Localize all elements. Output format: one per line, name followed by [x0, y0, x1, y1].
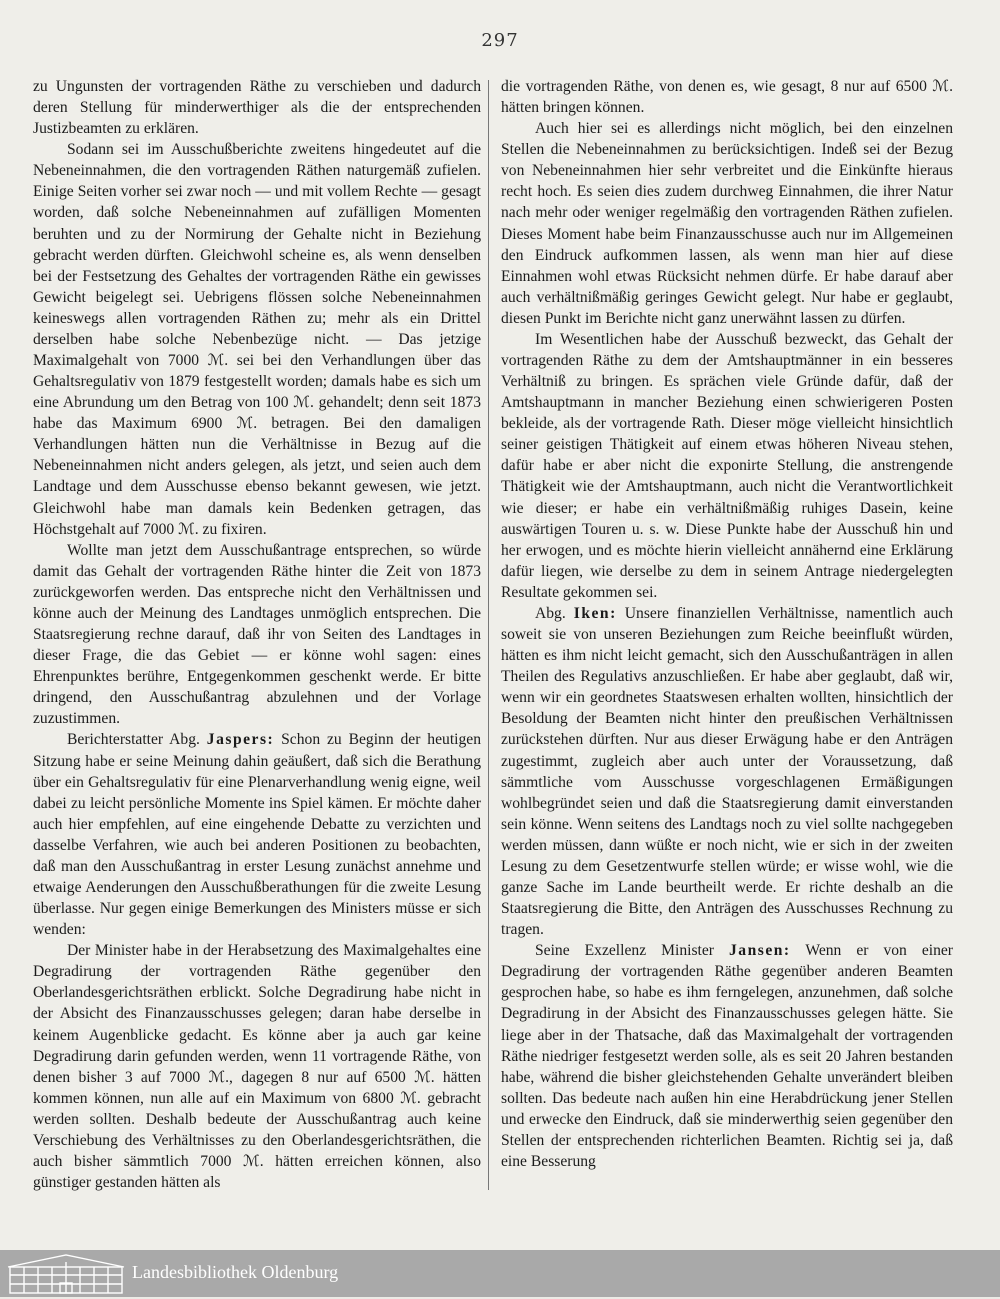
- paragraph: Im Wesentlichen habe der Ausschuß bezweckt, das Gehalt der vortragenden Räthe zu dem der Amtshauptmänner in ein besseres Verhältniß zu bringen. Es sprächen viele Gründe dafür, daß der Amtshauptmann in mancher Beziehung einen schwierigeren Posten bekleide, als der vortragende Rath. Dieser möge vielleicht hinsichtlich seiner geistigen Thätigkeit auf einem etwas höheren Niveau stehen, dafür habe er aber nicht die exponirte Stellung, die anstrengende Thätigkeit wie der Amtshauptmann, auch nicht die Verantwortlichkeit wie dieser; er habe ein verhältnißmäßig ruhiges Dasein, keine auswärtigen Touren u. s. w. Diese Punkte habe der Ausschuß hin und her erwogen, und es möchte hierin vielleicht annähernd eine Erklärung dafür liegen, wie derselbe zu dem in seinem Antrage niedergelegten Resultate gekommen sei.: [501, 330, 953, 601]
- paragraph: zu Ungunsten der vortragenden Räthe zu verschieben und dadurch deren Stellung für minderwerthiger als die der entsprechenden Justizbeamten zu erklären.: [33, 78, 481, 138]
- paragraph-body: Schon zu Beginn der heutigen Sitzung habe er seine Meinung dahin geäußert, daß sich die Berathung über ein Gehaltsregulativ für eine Plenarverhandlung wenig eigne, weil dabei zu leicht persönliche Momente ins Spiel kämen. Er möchte daher auch hier empfehlen, auf eine eingehende Debatte zu verzichten und dasselbe Verfahren, wie auch bei anderen Positionen zu beobachten, daß man den Ausschußantrag in erster Lesung zunächst annehme und etwaige Aenderungen den Ausschußberathungen für die zweite Lesung überlasse. Nur gegen einige Bemerkungen des Ministers müsse er sich wenden:: [33, 731, 481, 939]
- paragraph: die vortragenden Räthe, von denen es, wie gesagt, 8 nur auf 6500 ℳ. hätten bringen können.: [501, 78, 953, 117]
- paragraph-body: Wenn er von einer Degradirung der vortragenden Räthe gegenüber anderen Beamten gesprochen habe, so habe es ihm ferngelegen, anzunehmen, daß solche Degradirung in der Absicht des Finanzausschusses gelegen hätte. Sie liege aber in der Thatsache, daß das Maximalgehalt der vortragenden Räthe niedriger festgesetzt werden solle, als es seit 20 Jahren bestanden habe, während die bisher gleichstehenden Gehalte unverändert bleiben sollten. Das bedeute nach außen hin eine Herabdrückung jener Stellen und erwecke den Eindruck, daß sie minderwerthig seien gegenüber den Stellen der entsprechenden richterlichen Beamten. Richtig sei ja, daß eine Besserung: [501, 942, 953, 1170]
- column-divider: [488, 80, 489, 1190]
- paragraph: Sodann sei im Ausschußberichte zweitens hingedeutet auf die Nebeneinnahmen, die den vortragenden Räthen naturgemäß zufielen. Einige Seiten vorher sei zwar noch — und mit vollem Rechte — gesagt worden, daß solche Nebeneinnahmen auf zufälligen Momenten beruhten und zu der Normirung der Gehalte nicht in Beziehung gebracht werden dürften. Gleichwohl scheine es, als wenn denselben bei der Festsetzung des Gehaltes der vortragenden Räthe ein gewisses Gewicht beigelegt sei. Uebrigens flössen solche Nebeneinnahmen keineswegs allen vortragenden Räthen zu; mehr als ein Drittel derselben habe solche Nebenbezüge nicht. — Das jetzige Maximalgehalt von 7000 ℳ. sei bei den Verhandlungen über das Gehaltsregulativ von 1879 festgestellt worden; damals habe es sich um eine Abrundung um den Betrag von 100 ℳ. gehandelt; denn seit 1873 habe das Maximum 6900 ℳ. betragen. Bei den damaligen Verhandlungen hätten nun die Verhältnisse in Bezug auf die Nebeneinnahmen nicht anders gelegen, als jetzt, und seien auch dem Landtage und dem Ausschusse ebenso bekannt gewesen, wie jetzt. Gleichwohl habe man damals kein Bedenken getragen, das Höchstgehalt auf 7000 ℳ. zu fixiren.: [33, 141, 481, 538]
- right-column: [501, 76, 953, 1192]
- page-number: 297: [481, 30, 519, 51]
- paragraph: Der Minister habe in der Herabsetzung des Maximalgehaltes eine Degradirung der vortragenden Räthe gegenüber den Oberlandesgerichtsräthen erblickt. Solche Degradirung habe nicht in der Absicht des Finanzausschusses gelegen; daran habe derselbe in keinem Augenblicke gedacht. Es könne aber ja auch gar keine Degradirung darin gefunden werden, wenn 11 vortragende Räthe, von denen bisher 3 auf 7000 ℳ., dagegen 8 nur auf 6500 ℳ. hätten kommen können, nun alle auf ein Maximum von 6800 ℳ. gebracht werden sollten. Deshalb bedeute der Ausschußantrag auch keine Verschiebung des Verhältnisses zu den Oberlandesgerichtsräthen, die auch bisher sämmtlich 7000 ℳ. hätten erreichen können, also günstiger gestanden hätten als: [33, 942, 481, 1192]
- paragraph-intro: Seine Exzellenz Minister: [535, 942, 714, 960]
- speaker-name: Iken:: [573, 604, 617, 622]
- paragraph-intro: Abg.: [535, 604, 566, 622]
- left-column: [33, 76, 481, 1192]
- paragraph-intro: Berichterstatter Abg.: [67, 731, 200, 749]
- library-name: Landesbibliothek Oldenburg: [132, 1262, 339, 1282]
- paragraph: [33, 729, 481, 940]
- paragraph-body: Unsere finanziellen Verhältnisse, namentlich auch soweit sie von unseren Beziehungen zum Reiche beeinflußt würden, hätten es ihm nicht leicht gemacht, sich den Ausschußanträgen in allen Theilen des Regulativs anzuschließen. Er habe aber geglaubt, daß wir, wenn wir ein geordnetes Staatswesen erhalten wollten, hinsichtlich der Besoldung der Beamten nicht hinter den preußischen Verhältnissen zurückstehen dürften. Nur aus dieser Erwägung habe er den Anträgen zugestimmt, zugleich aber auch unter der Voraussetzung, daß sämmtliche vom Ausschusse vorgeschlagenen Ermäßigungen wohlbegründet seien und daß die Staatsregierung damit einverstanden sein könne. Wenn seitens des Landtags noch zu viel sollte nachgegeben werden müssen, dann wüßte er noch nicht, wie er sich in der zweiten Lesung zu dem Gesetzentwurfe stellen würde; er wisse wohl, wie die ganze Sache im Lande beurtheilt werde. Er richte deshalb an die Staatsregierung die Bitte, den Anträgen des Ausschusses Rechnung zu tragen.: [501, 604, 953, 939]
- paragraph: [501, 603, 953, 940]
- footer-bar: [0, 1250, 1000, 1297]
- paragraph: [501, 940, 953, 1172]
- speaker-name: Jansen:: [728, 942, 791, 960]
- speaker-name: Jaspers:: [206, 731, 275, 749]
- library-building-icon: [6, 1253, 126, 1295]
- paragraph: Wollte man jetzt dem Ausschußantrage entsprechen, so würde damit das Gehalt der vortragenden Räthe hinter die Zeit von 1873 zurückgeworfen werden. Das entspreche nicht den Verhältnissen und könne auch der Meinung des Landtages unmöglich entsprechen. Die Staatsregierung rechne darauf, daß ihr von Seiten des Landtages in dieser Frage, die das Gebiet — er könne wohl sagen: eines Ehrenpunktes berühre, Entgegenkommen geschenkt werde. Er bitte dringend, den Ausschußantrag abzulehnen und der Vorlage zuzustimmen.: [33, 541, 481, 728]
- paragraph: Auch hier sei es allerdings nicht möglich, bei den einzelnen Stellen die Nebeneinnahmen zu berücksichtigen. Indeß sei der Bezug von Nebeneinnahmen hier sehr verbreitet und die Einkünfte hieraus recht hoch. Es seien dies zudem durchweg Einnahmen, die ihrer Natur nach mehr oder weniger regelmäßig den vortragenden Räthen zufielen. Dieses Moment habe beim Finanzausschusse auch nur im Allgemeinen den Eindruck aufkommen lassen, als wenn man hier auf diese Einnahmen wohl etwas Rücksicht nehmen dürfe. Er habe darauf aber auch verhältnißmäßig geringes Gewicht gelegt. Nur habe er geglaubt, diesen Punkt im Berichte nicht ganz unerwähnt lassen zu dürfen.: [501, 120, 953, 327]
